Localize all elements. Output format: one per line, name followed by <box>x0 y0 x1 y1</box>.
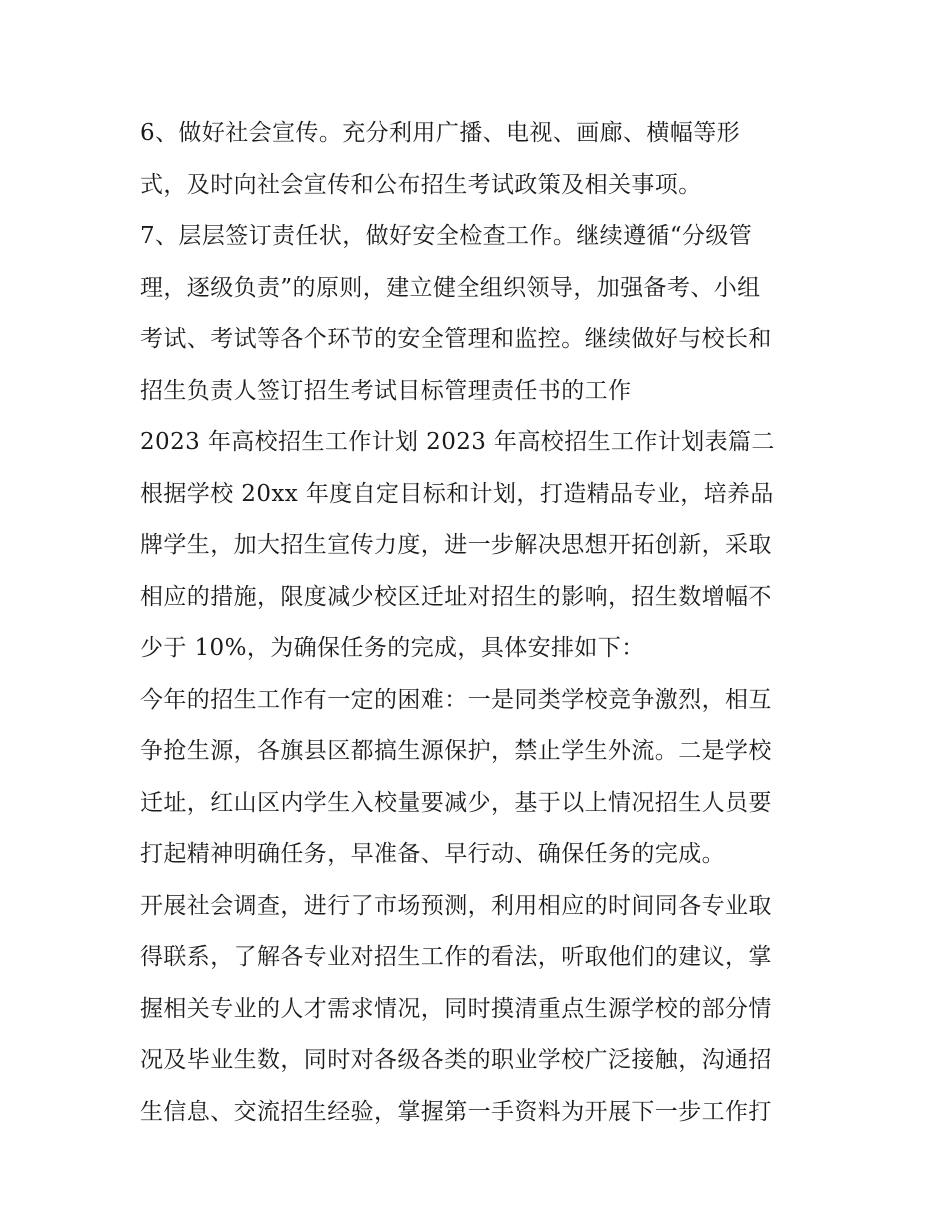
text-line: 迁址，红山区内学生入校量要减少，基于以上情况招生人员要 <box>140 789 772 816</box>
text-line: 生信息、交流招生经验，掌握第一手资料为开展下一步工作打 <box>140 1098 772 1125</box>
text-line: 争抢生源，各旗县区都搞生源保护，禁止学生外流。二是学校 <box>140 738 772 764</box>
text-line: 牌学生，加大招生宣传力度，进一步解决思想开拓创新，采取 <box>140 532 772 558</box>
text-line: 少于 10%，为确保任务的完成，具体安排如下： <box>140 635 645 661</box>
text-line: 考试、考试等各个环节的安全管理和监控。继续做好与校长和 <box>140 326 772 352</box>
section-heading: 2023 年高校招生工作计划 2023 年高校招生工作计划表篇二 <box>140 429 775 455</box>
text-line: 打起精神明确任务，早准备、早行动、确保任务的完成。 <box>140 841 725 867</box>
text-line: 6、做好社会宣传。充分利用广播、电视、画廊、横幅等形 <box>140 120 741 146</box>
text-line: 招生负责人签订招生考试目标管理责任书的工作 <box>140 377 632 404</box>
text-line: 理，逐级负责”的原则，建立健全组织领导，加强备考、小组 <box>140 274 761 301</box>
text-line: 7、层层签订责任状，做好安全检查工作。继续遵循“分级管 <box>140 223 753 249</box>
text-line: 况及毕业生数，同时对各级各类的职业学校广泛接触，沟通招 <box>140 1047 772 1073</box>
text-line: 开展社会调查，进行了市场预测，利用相应的时间同各专业取 <box>140 892 772 919</box>
text-line: 根据学校 20xx 年度自定目标和计划，打造精品专业，培养品 <box>140 480 774 507</box>
text-line: 式，及时向社会宣传和公布招生考试政策及相关事项。 <box>140 171 702 198</box>
text-line: 握相关专业的人才需求情况，同时摸清重点生源学校的部分情 <box>140 995 772 1022</box>
document-body <box>140 108 830 1138</box>
text-line: 今年的招生工作有一定的困难：一是同类学校竞争激烈，相互 <box>140 686 772 713</box>
text-line: 得联系，了解各专业对招生工作的看法，听取他们的建议，掌 <box>140 944 772 970</box>
text-line: 相应的措施，限度减少校区迁址对招生的影响，招生数增幅不 <box>140 583 772 610</box>
